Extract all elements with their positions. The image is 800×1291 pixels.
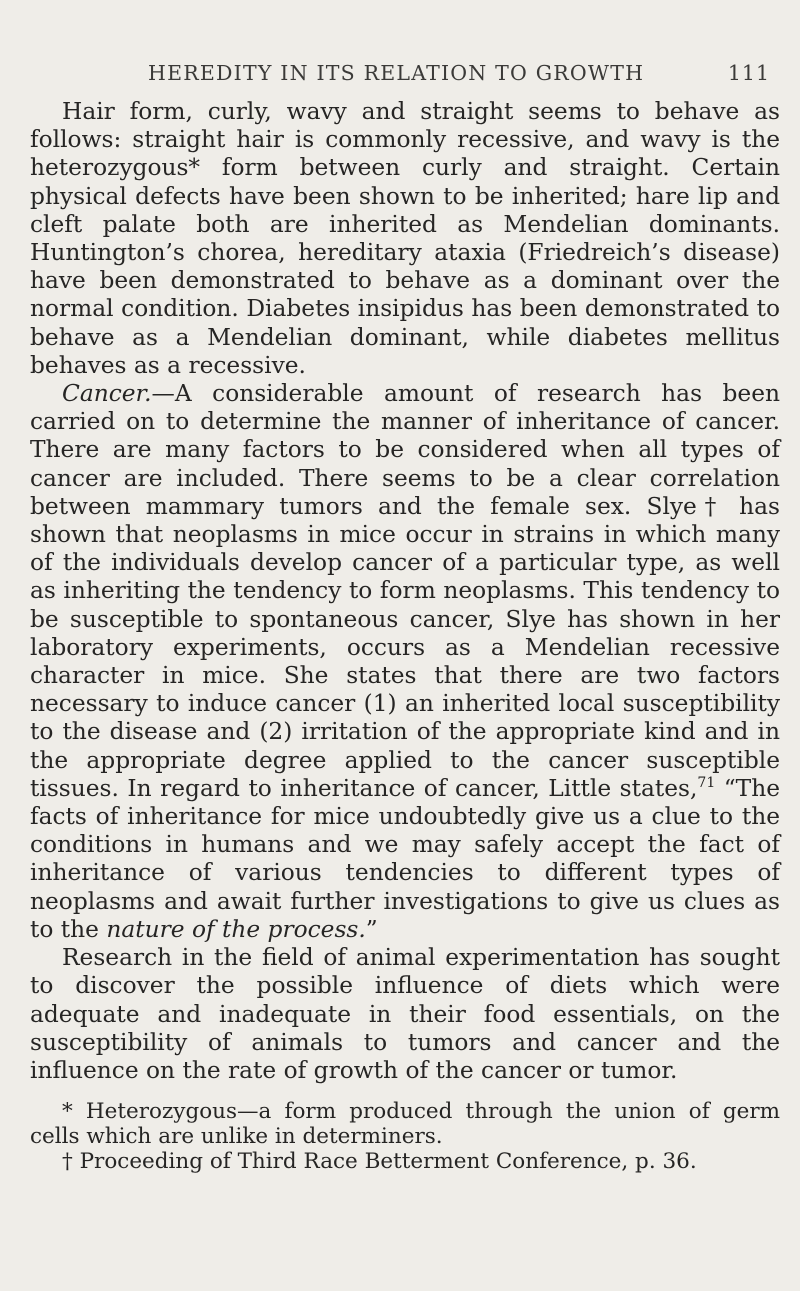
- page-number: 111: [727, 61, 770, 85]
- paragraph-cancer: [30, 380, 780, 944]
- running-head: [30, 48, 780, 88]
- italic-phrase: nature of the process.: [106, 915, 366, 943]
- footnote-proceeding: † Proceeding of Third Race Betterment Conference, p. 36.: [62, 1149, 697, 1175]
- body-text: [30, 98, 780, 1085]
- closing-quote: ”: [365, 915, 378, 943]
- reference-number: 71: [697, 775, 716, 792]
- running-title: HEREDITY IN ITS RELATION TO GROWTH: [148, 61, 645, 85]
- paragraph-hair-form: Hair form, curly, wavy and straight seems to behave as follows: straight hair is commonly recessive, and wavy is the heterozygous* form between curly and straight. Certain physical defects have been shown to be inherited; hare lip and cleft palate both are inherited as Mendelian dominants. Huntington’s chorea, hereditary ataxia (Friedreich’s disease) have been demonstrated to behave as a dominant over the normal condition. Diabetes insipidus has been demonstrated to behave as a Mendelian dominant, while diabetes mellitus behaves as a recessive.: [30, 98, 780, 379]
- footnote-heterozygous: * Heterozygous—a form produced through the union of germ cells which are unlike in determiners.: [30, 1099, 780, 1150]
- footnotes: [30, 1099, 780, 1174]
- paragraph-cancer-text-b: “The facts of inheritance for mice undoubtedly give us a clue to the conditions in humans and we may safely accept the fact of inheritance of various tendencies to different types of neoplasms and await further investigations to give us clues as to the: [30, 774, 781, 943]
- paragraph-research: Research in the field of animal experimentation has sought to discover the possible influence of diets which were adequate and inadequate in their food essentials, on the susceptibility of animals to tumors and cancer and the influence on the rate of growth of the cancer or tumor.: [30, 944, 780, 1084]
- paragraph-cancer-text-a: —A considerable amount of research has been carried on to determine the manner of inheritance of cancer. There are many factors to be considered when all types of cancer are included. There seems to be a clear correlation between mammary tumors and the female sex. Slye† has shown that neoplasms in mice occur in strains in which many of the individuals develop cancer of a particular type, as well as inheriting the tendency to form neoplasms. This tendency to be susceptible to spontaneous cancer, Slye has shown in her laboratory experiments, occurs as a Mendelian recessive character in mice. She states that there are two factors necessary to induce cancer (1) an inherited local susceptibility to the disease and (2) irritation of the appropriate kind and in the appropriate degree applied to the cancer susceptible tissues. In regard to inheritance of cancer, Little states,: [30, 380, 780, 802]
- section-heading-cancer: Cancer.: [62, 380, 152, 408]
